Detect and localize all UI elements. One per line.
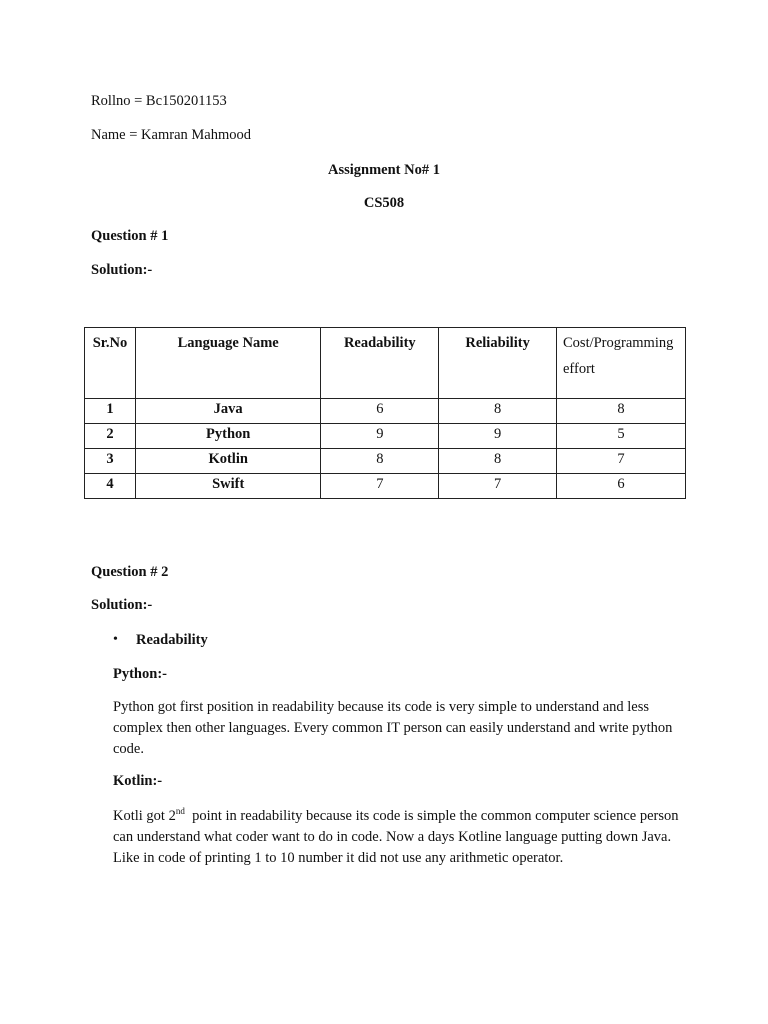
header-sr-no: Sr.No xyxy=(85,328,136,399)
kotlin-text-rest: point in readability because its code is simple the common computer science person can understand what coder want to do in code. Now a days Kotline language putting down Java. Like in code of printing 1 to 10 number it did not use any arithmetic operator. xyxy=(113,808,683,866)
cell-reliability: 8 xyxy=(439,399,557,424)
kotlin-paragraph xyxy=(113,806,693,869)
cell-sr-no: 3 xyxy=(85,449,136,474)
cell-cost: 5 xyxy=(557,424,686,449)
header-reliability: Reliability xyxy=(439,328,557,399)
bullet-icon: • xyxy=(113,632,118,647)
cell-language: Java xyxy=(135,399,320,424)
python-heading: Python:- xyxy=(113,666,167,682)
table-row xyxy=(85,399,686,424)
kotlin-heading: Kotlin:- xyxy=(113,773,163,789)
cell-language: Python xyxy=(135,424,320,449)
cell-sr-no: 4 xyxy=(85,474,136,499)
cell-sr-no: 2 xyxy=(85,424,136,449)
cell-readability: 6 xyxy=(321,399,439,424)
header-language-name: Language Name xyxy=(135,328,320,399)
cell-readability: 9 xyxy=(321,424,439,449)
cell-cost: 8 xyxy=(557,399,686,424)
language-comparison-table xyxy=(84,327,686,499)
header-cost-programming-effort: Cost/Programming effort xyxy=(557,328,686,399)
table-row xyxy=(85,449,686,474)
name-line: Name = Kamran Mahmood xyxy=(91,127,251,143)
cell-cost: 6 xyxy=(557,474,686,499)
kotlin-text-superscript: nd xyxy=(175,806,185,816)
rollno-line: Rollno = Bc150201153 xyxy=(91,93,227,109)
cell-language: Swift xyxy=(135,474,320,499)
cell-readability: 7 xyxy=(321,474,439,499)
cell-reliability: 7 xyxy=(439,474,557,499)
cell-reliability: 8 xyxy=(439,449,557,474)
course-code: CS508 xyxy=(363,195,405,211)
assignment-title: Assignment No# 1 xyxy=(328,162,440,178)
table-row xyxy=(85,474,686,499)
question-1-heading: Question # 1 xyxy=(91,228,169,244)
readability-bullet-label: Readability xyxy=(136,632,208,648)
cell-reliability: 9 xyxy=(439,424,557,449)
cell-cost: 7 xyxy=(557,449,686,474)
cell-sr-no: 1 xyxy=(85,399,136,424)
question-2-solution-label: Solution:- xyxy=(91,597,153,613)
cell-readability: 8 xyxy=(321,449,439,474)
table-row xyxy=(85,424,686,449)
cell-language: Kotlin xyxy=(135,449,320,474)
header-readability: Readability xyxy=(321,328,439,399)
kotlin-text-start: Kotli got 2 xyxy=(113,808,176,824)
question-2-heading: Question # 2 xyxy=(91,564,169,580)
table-header-row xyxy=(85,328,686,399)
python-paragraph: Python got first position in readability because its code is very simple to understand and less complex then other languages. Every common IT person can easily understand and write python code. xyxy=(113,699,673,757)
question-1-solution-label: Solution:- xyxy=(91,262,153,278)
